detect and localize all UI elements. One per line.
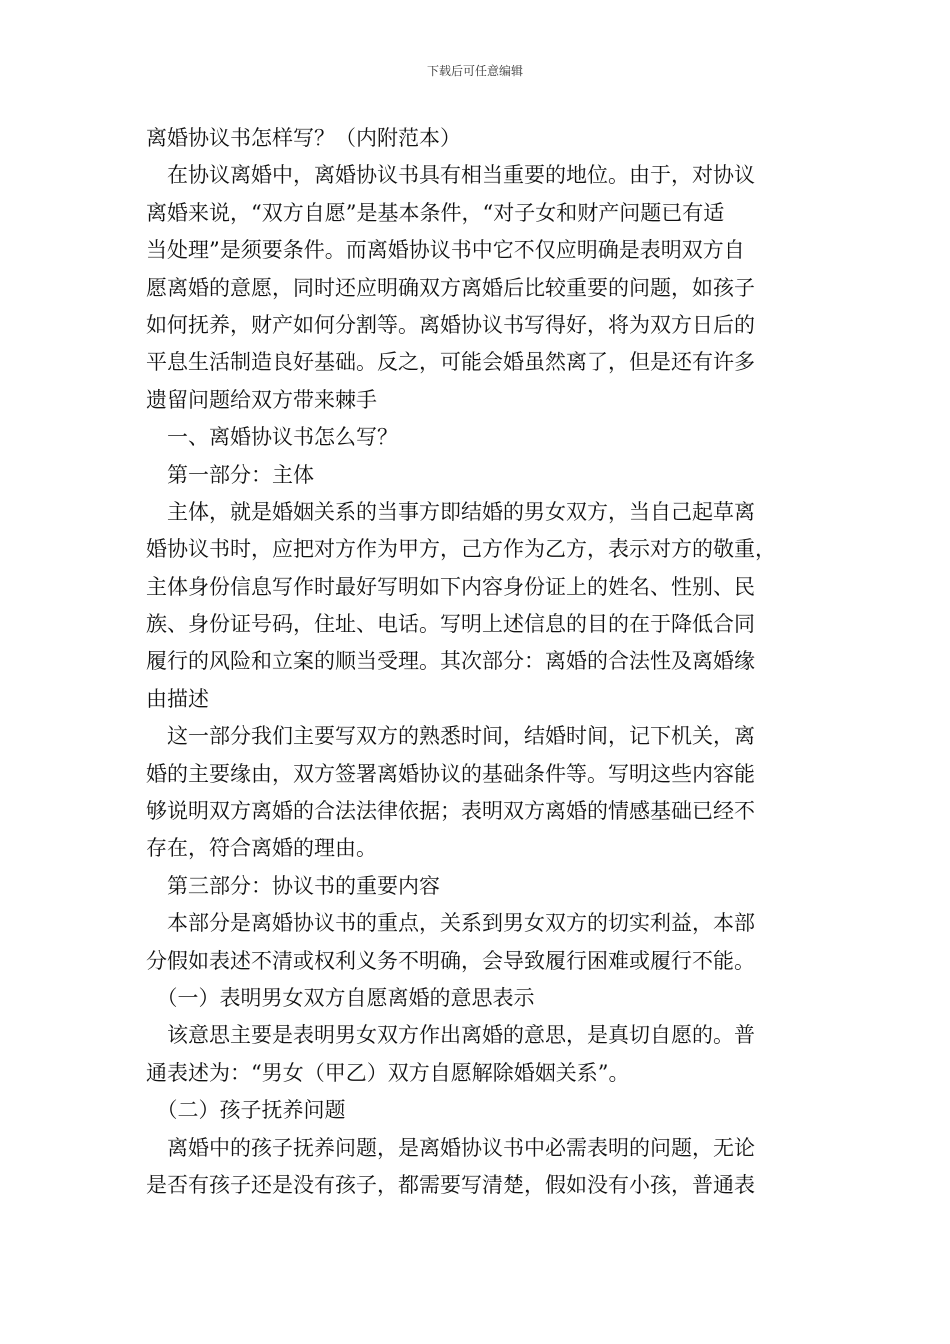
text-line: （二）孩子抚养问题 bbox=[146, 1098, 346, 1123]
text-line: 婚协议书时，应把对方作为甲方，己方作为乙方，表示对方的敬重， bbox=[146, 537, 776, 562]
document-body bbox=[146, 120, 816, 1204]
text-line: 该意思主要是表明男女双方作出离婚的意思，是真切自愿的。普 bbox=[146, 1023, 755, 1048]
text-line: 第三部分：协议书的重要内容 bbox=[146, 873, 440, 898]
text-line: 存在，符合离婚的理由。 bbox=[146, 836, 377, 861]
page-header: 下载后可任意编辑 bbox=[426, 64, 523, 78]
document-text bbox=[146, 157, 816, 1204]
text-line: 离婚中的孩子抚养问题，是离婚协议书中必需表明的问题，无论 bbox=[146, 1135, 755, 1160]
text-line: 是否有孩子还是没有孩子，都需要写清楚，假如没有小孩，普通表 bbox=[146, 1172, 755, 1197]
document-title: 离婚协议书怎样写？（内附范本） bbox=[146, 126, 461, 150]
text-line: （一）表明男女双方自愿离婚的意思表示 bbox=[146, 985, 535, 1010]
text-line: 本部分是离婚协议书的重点，关系到男女双方的切实利益，本部 bbox=[146, 911, 755, 936]
text-line: 如何抚养，财产如何分割等。离婚协议书写得好，将为双方日后的 bbox=[146, 312, 755, 337]
text-line: 这一部分我们主要写双方的熟悉时间，结婚时间，记下机关，离 bbox=[146, 724, 755, 749]
text-line: 够说明双方离婚的合法法律依据；表明双方离婚的情感基础已经不 bbox=[146, 799, 755, 824]
text-line: 在协议离婚中，离婚协议书具有相当重要的地位。由于，对协议 bbox=[146, 163, 755, 188]
text-line: 通表述为：“男女（甲乙）双方自愿解除婚姻关系”。 bbox=[146, 1060, 630, 1085]
text-line: 当处理”是须要条件。而离婚协议书中它不仅应明确是表明双方自 bbox=[146, 238, 745, 263]
text-line: 履行的风险和立案的顺当受理。其次部分：离婚的合法性及离婚缘 bbox=[146, 649, 755, 674]
text-line: 一、离婚协议书怎么写？ bbox=[146, 425, 398, 450]
text-line: 遗留问题给双方带来棘手 bbox=[146, 387, 377, 412]
text-line: 平息生活制造良好基础。反之，可能会婚虽然离了，但是还有许多 bbox=[146, 350, 755, 375]
text-line: 第一部分：主体 bbox=[146, 462, 314, 487]
text-line: 主体，就是婚姻关系的当事方即结婚的男女双方，当自己起草离 bbox=[146, 499, 755, 524]
text-line: 族、身份证号码，住址、电话。写明上述信息的目的在于降低合同 bbox=[146, 612, 755, 637]
text-line: 愿离婚的意愿，同时还应明确双方离婚后比较重要的问题，如孩子 bbox=[146, 275, 755, 300]
text-line: 由描述 bbox=[146, 686, 209, 711]
text-line: 婚的主要缘由，双方签署离婚协议的基础条件等。写明这些内容能 bbox=[146, 761, 755, 786]
text-line: 主体身份信息写作时最好写明如下内容身份证上的姓名、性别、民 bbox=[146, 574, 755, 599]
text-line: 分假如表述不清或权利义务不明确，会导致履行困难或履行不能。 bbox=[146, 948, 755, 973]
text-line: 离婚来说，“双方自愿”是基本条件，“对子女和财产问题已有适 bbox=[146, 200, 725, 225]
